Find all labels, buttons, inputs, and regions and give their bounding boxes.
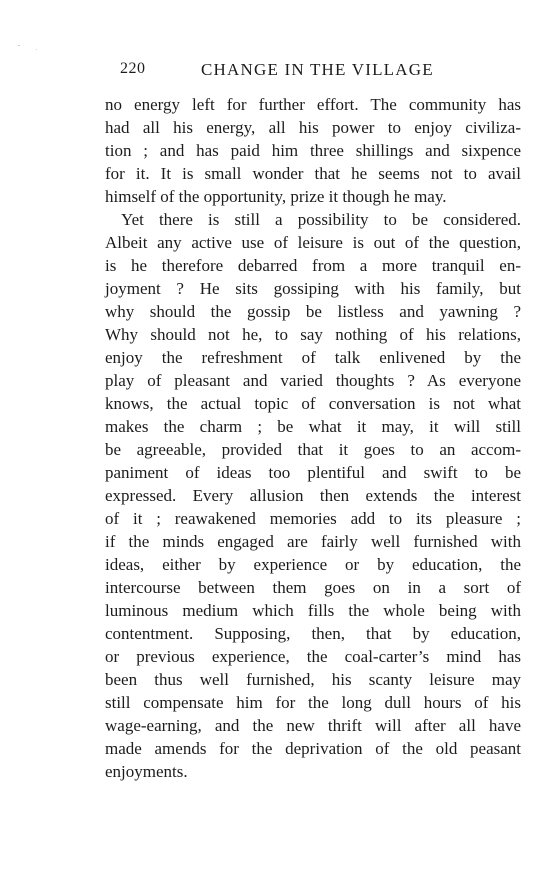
text-line: be agreeable, provided that it goes to an accom-: [105, 440, 521, 459]
text-line: play of pleasant and varied thoughts ? As everyone: [105, 371, 521, 390]
text-line: joyment ? He sits gossiping with his family, but: [105, 279, 521, 298]
paragraph-start-line: Yet there is still a possibility to be considered.: [121, 210, 521, 229]
text-line: contentment. Supposing, then, that by education,: [105, 624, 521, 643]
text-line: no energy left for further effort. The community has: [105, 95, 521, 114]
text-line: or previous experience, the coal-carter’s mind has: [105, 647, 521, 666]
text-line: for it. It is small wonder that he seems not to avail: [105, 164, 521, 183]
text-line: expressed. Every allusion then extends the interest: [105, 486, 521, 505]
text-line: had all his energy, all his power to enjoy civiliza-: [105, 118, 521, 137]
text-line: is he therefore debarred from a more tranquil en-: [105, 256, 521, 275]
text-line: Albeit any active use of leisure is out of the question,: [105, 233, 521, 252]
scan-speck: [36, 49, 37, 50]
text-line: luminous medium which fills the whole being with: [105, 601, 521, 620]
scan-speck: [18, 45, 20, 46]
running-head: [105, 60, 515, 82]
text-line: why should the gossip be listless and yawning ?: [105, 302, 521, 321]
text-line: paniment of ideas too plentiful and swift to be: [105, 463, 521, 482]
text-line: enjoy the refreshment of talk enlivened by the: [105, 348, 521, 367]
body-text: [105, 93, 521, 783]
text-line: still compensate him for the long dull hours of his: [105, 693, 521, 712]
text-line: himself of the opportunity, prize it though he may.: [105, 187, 447, 206]
running-title: CHANGE IN THE VILLAGE: [201, 60, 434, 79]
text-line: intercourse between them goes on in a sort of: [105, 578, 521, 597]
text-line: if the minds engaged are fairly well furnished with: [105, 532, 521, 551]
text-line: knows, the actual topic of conversation is not what: [105, 394, 521, 413]
text-line: tion ; and has paid him three shillings and sixpence: [105, 141, 521, 160]
text-line: ideas, either by experience or by education, the: [105, 555, 521, 574]
page-number: 220: [120, 60, 146, 77]
text-line: Why should not he, to say nothing of his relations,: [105, 325, 521, 344]
text-line: made amends for the deprivation of the old peasant: [105, 739, 521, 758]
text-line: wage-earning, and the new thrift will after all have: [105, 716, 521, 735]
text-line: of it ; reawakened memories add to its pleasure ;: [105, 509, 521, 528]
text-line: makes the charm ; be what it may, it will still: [105, 417, 521, 436]
text-line: enjoyments.: [105, 762, 188, 781]
text-line: been thus well furnished, his scanty leisure may: [105, 670, 521, 689]
